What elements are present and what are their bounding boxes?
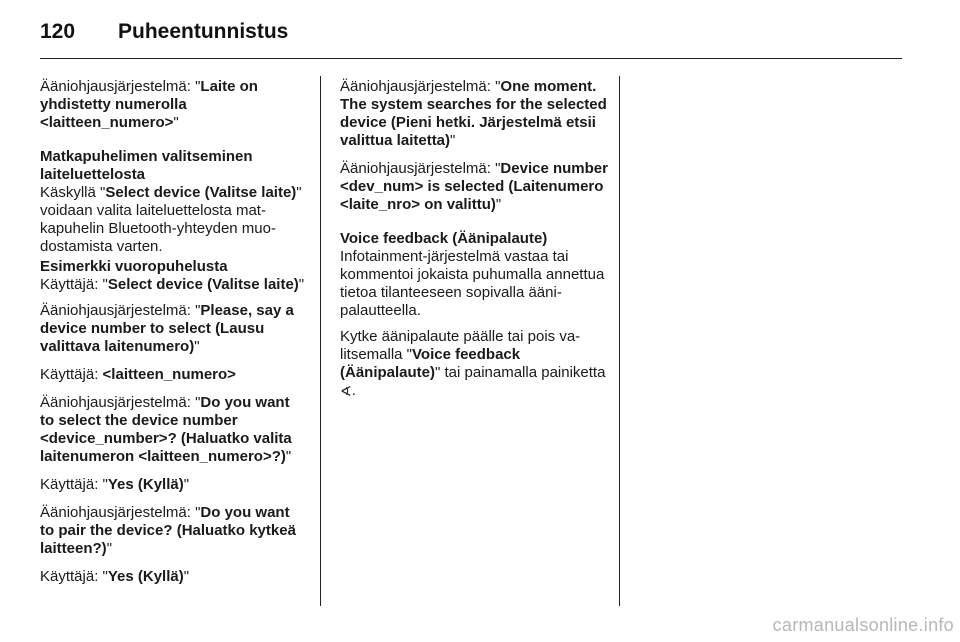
dialog-line: Käyttäjä: <laitteen_numero> — [40, 366, 236, 383]
voice-control-icon: ∢ — [340, 383, 352, 399]
paragraph-toggle-feedback: Kytke äänipalaute päälle tai pois valitsemalla "Voice feedback (Äänipalaute)" tai painamalla painiketta ∢. — [340, 328, 606, 399]
dialog-line: Käyttäjä: "Yes (Kyllä)" — [40, 568, 190, 585]
speech-text: Select device (Valitse laite) — [107, 276, 299, 293]
speech-text: Laite on yhdistetty numerolla <laitteen_numero> — [40, 78, 258, 131]
command-text: Select device (Valitse laite) — [105, 184, 297, 201]
dialog-line: Ääniohjausjärjestelmä: "One moment. The system searches for the selected device (Pieni hetki. Järjestelmä etsii valittua laitetta)" — [340, 78, 607, 149]
dialog-line: Käyttäjä: "Yes (Kyllä)" — [40, 476, 190, 493]
column-divider-right — [619, 76, 620, 606]
command-text: Voice feedback (Äänipalaute) — [340, 346, 521, 381]
dialog-line: Ääniohjausjärjestelmä: "Please, say a device number to select (Lausu valittava laitenumero)" — [40, 302, 294, 355]
section-heading: Matkapuhelimen valitseminen laiteluettelosta — [40, 148, 253, 183]
speech-text: Please, say a device number to select (Lausu valittava laitenumero) — [40, 302, 294, 355]
left-column — [40, 78, 306, 596]
speech-text: <laitteen_numero> — [102, 366, 236, 383]
speech-text: Yes (Kyllä) — [107, 568, 184, 585]
section-heading: Esimerkki vuoropuhelusta — [40, 258, 228, 275]
right-column — [340, 78, 608, 410]
page-number: 120 — [40, 20, 76, 43]
speech-text: One moment. The system searches for the selected device (Pieni hetki. Järjestelmä etsii valittua laitetta) — [340, 78, 607, 149]
dialog-line: Ääniohjausjärjestelmä: "Device number <dev_num> is selected (Laitenumero <laite_nro> on valittu)" — [340, 160, 608, 213]
column-divider-left — [320, 76, 321, 606]
speech-text: Do you want to pair the device? (Haluatko kytkeä laitteen?) — [40, 504, 296, 557]
speech-text: Yes (Kyllä) — [107, 476, 184, 493]
watermark: carmanualsonline.info — [772, 615, 954, 635]
speech-text: Device number <dev_num> is selected (Laitenumero <laite_nro> on valittu) — [340, 160, 608, 213]
section-select-device: Matkapuhelimen valitseminen laiteluettelosta Käskyllä "Select device (Valitse laite)" voidaan valita laiteluettelosta matkapuhelin Bluetooth-yhteyden muodostamista varten. — [40, 148, 306, 256]
page-header — [40, 18, 902, 59]
section-heading: Voice feedback (Äänipalaute) — [340, 230, 548, 247]
section-dialog-example: Esimerkki vuoropuhelusta Käyttäjä: "Select device (Valitse laite)" — [40, 258, 305, 293]
chapter-title: Puheentunnistus — [118, 20, 289, 43]
dialog-line: Ääniohjausjärjestelmä: "Do you want to pair the device? (Haluatko kytkeä laitteen?)" — [40, 504, 296, 557]
dialog-line: Ääniohjausjärjestelmä: "Do you want to select the device number <device_number>? (Haluatko valita laitenumeron <laitteen_numero>?)" — [40, 394, 292, 465]
speech-text: Do you want to select the device number <device_number>? (Haluatko valita laitenumeron <laitteen_numero>?) — [40, 394, 292, 465]
paragraph-connected-device: Ääniohjausjärjestelmä: "Laite on yhdistetty numerolla <laitteen_numero>" — [40, 78, 258, 131]
section-voice-feedback: Voice feedback (Äänipalaute) Infotainment-järjestelmä vastaa tai kommentoi jokaista puhumalla annettua tietoa tilanteeseen sopivalla äänipalautteella. — [340, 230, 608, 320]
